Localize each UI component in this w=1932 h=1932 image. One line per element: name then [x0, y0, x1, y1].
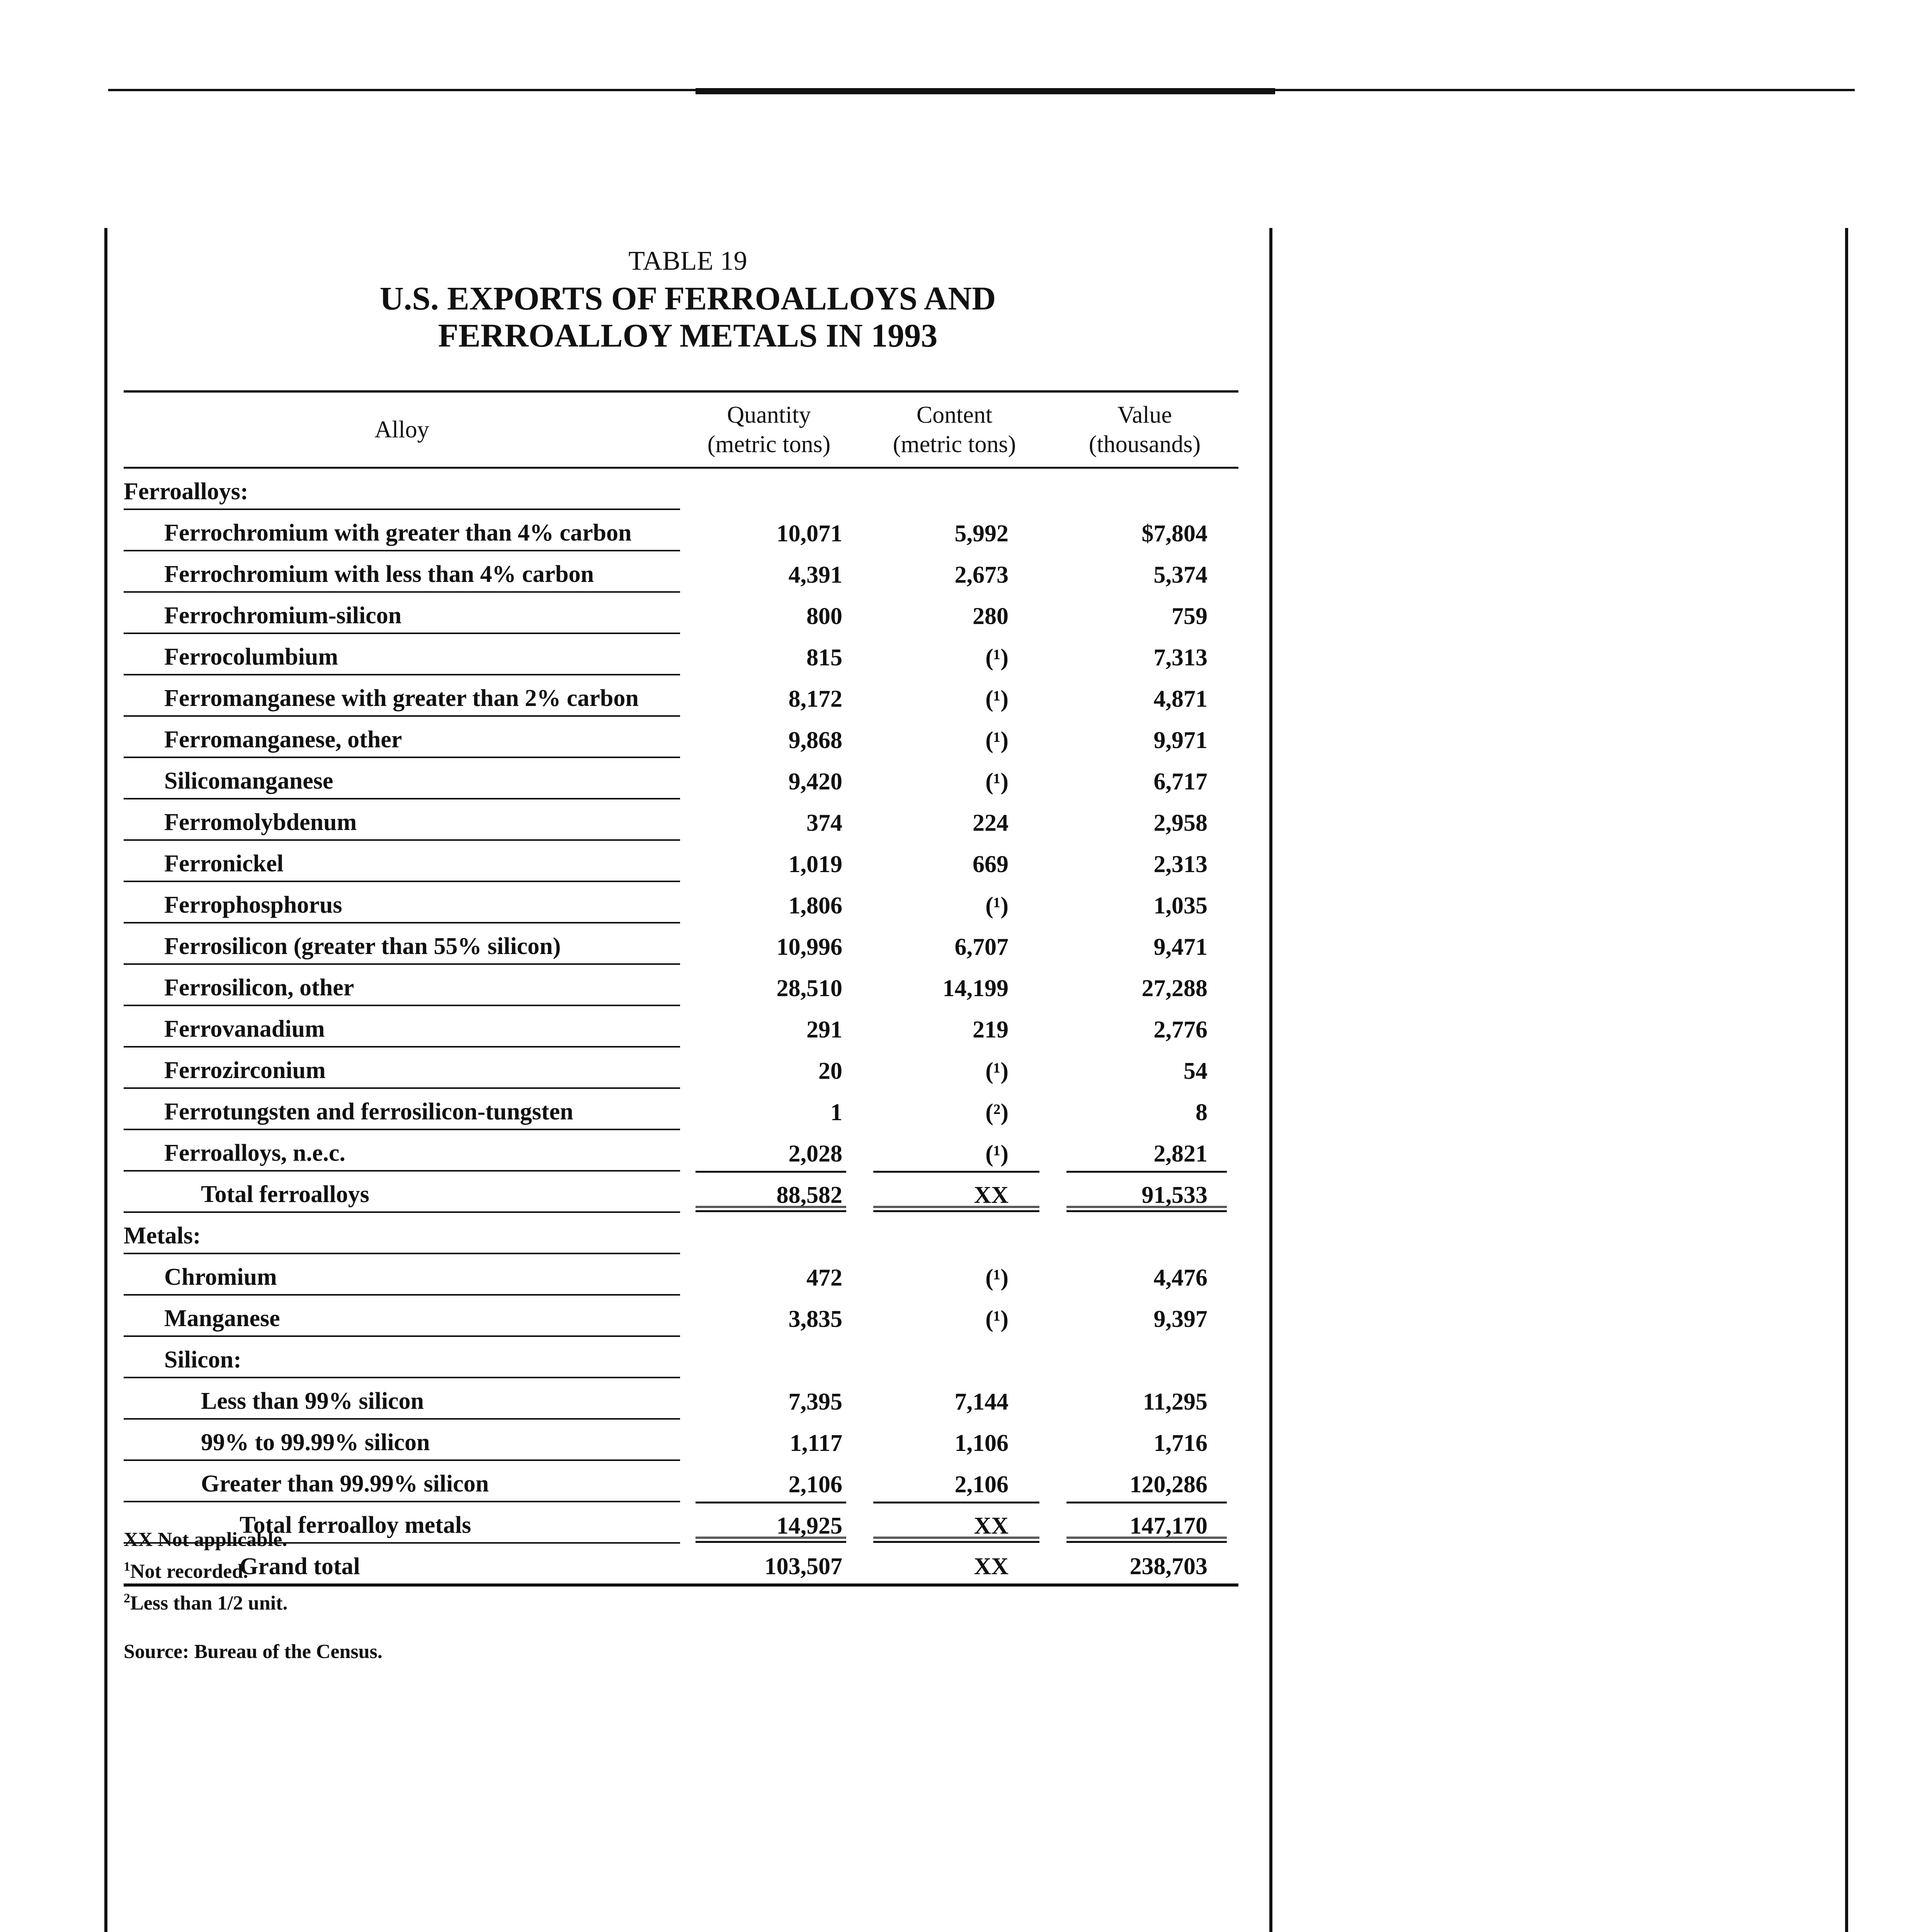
- section-label-silicon: Silicon:: [124, 1336, 680, 1378]
- total-row-metals: Total ferroalloy metals 14,925 XX 147,170: [124, 1502, 1238, 1543]
- exports-table: [124, 390, 1238, 1587]
- table-row: Ferrochromium-silicon 800 280 759: [124, 592, 1238, 633]
- section-label-metals: Metals:: [124, 1212, 680, 1253]
- column-rule-middle: [1269, 228, 1272, 1932]
- section-row: [124, 1212, 1238, 1253]
- table-footnotes: [124, 1526, 287, 1617]
- table-source: Source: Bureau of the Census.: [124, 1641, 383, 1663]
- table-row: Ferrovanadium 291 219 2,776: [124, 1005, 1238, 1047]
- table-row: Less than 99% silicon 7,395 7,144 11,295: [124, 1378, 1238, 1419]
- table-row: Ferrosilicon (greater than 55% silicon) 10,996 6,707 9,471: [124, 923, 1238, 964]
- footnote-xx: XX Not applicable.: [124, 1529, 287, 1551]
- table-row: Ferroalloys, n.e.c. 2,028 (¹) 2,821: [124, 1129, 1238, 1171]
- header-quantity: Quantity (metric tons): [680, 391, 858, 468]
- footnote-2: $^2$Less than 1/2 unit.: [124, 1591, 288, 1614]
- table-row: Chromium 472 (¹) 4,476: [124, 1253, 1238, 1295]
- table-row: Ferrozirconium 20 (¹) 54: [124, 1047, 1238, 1088]
- total-row-grand: Grand total 103,507 XX 238,703: [240, 1553, 1208, 1580]
- table-row: Greater than 99.99% silicon 2,106 2,106 120,286: [124, 1460, 1238, 1502]
- footnote-1: $^1$Not recorded.: [124, 1560, 248, 1583]
- table-row: Ferrochromium with greater than 4% carbon 10,071 5,992 $7,804: [124, 509, 1238, 551]
- table-row: Silicomanganese 9,420 (¹) 6,717: [124, 757, 1238, 799]
- table-row: Ferromanganese with greater than 2% carbon 8,172 (¹) 4,871: [124, 675, 1238, 716]
- column-rule-left: [104, 228, 107, 1932]
- table-row: Manganese 3,835 (¹) 9,397: [124, 1295, 1238, 1336]
- header-content: Content (metric tons): [858, 391, 1051, 468]
- column-rule-right: [1845, 228, 1848, 1932]
- header-value: Value (thousands): [1051, 391, 1238, 468]
- table-row: Ferromanganese, other 9,868 (¹) 9,971: [124, 716, 1238, 757]
- table-row: Ferrochromium with less than 4% carbon 4,391 2,673 5,374: [124, 551, 1238, 592]
- section-label-ferroalloys: Ferroalloys:: [124, 468, 680, 510]
- table-title-line-1: U.S. EXPORTS OF FERROALLOYS AND: [379, 280, 996, 317]
- table-row: 99% to 99.99% silicon 1,117 1,106 1,716: [124, 1419, 1238, 1460]
- table-row: Ferrophosphorus 1,806 (¹) 1,035: [124, 881, 1238, 923]
- top-rule-thick: [696, 88, 1275, 94]
- table-row: Ferronickel 1,019 669 2,313: [124, 840, 1238, 881]
- table-number: TABLE 19: [628, 246, 747, 276]
- section-row: [124, 468, 1238, 510]
- table-row: Ferromolybdenum 374 224 2,958: [124, 799, 1238, 840]
- section-row: [124, 1336, 1238, 1378]
- table-title-line-2: FERROALLOY METALS IN 1993: [438, 317, 938, 354]
- table-row: Ferrosilicon, other 28,510 14,199 27,288: [124, 964, 1238, 1005]
- total-row-ferroalloys: Total ferroalloys 88,582 XX 91,533: [124, 1171, 1238, 1212]
- table-header-row: [124, 391, 1238, 468]
- header-alloy: Alloy: [124, 391, 680, 468]
- table-row: Ferrocolumbium 815 (¹) 7,313: [124, 633, 1238, 675]
- table-row: Ferrotungsten and ferrosilicon-tungsten 1 (²) 8: [124, 1088, 1238, 1129]
- table-title: [309, 280, 1066, 354]
